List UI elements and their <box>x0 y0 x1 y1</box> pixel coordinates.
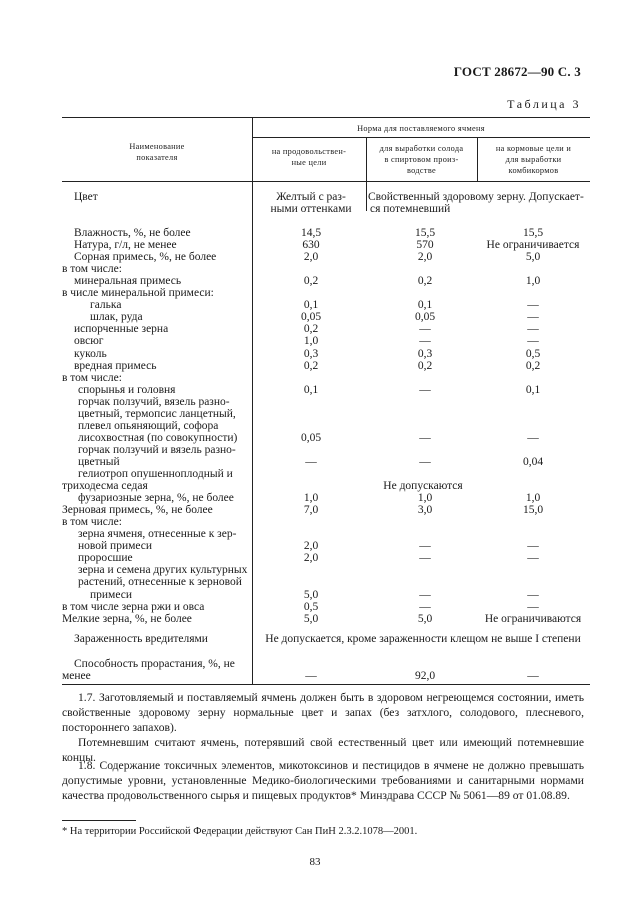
body-divider-1 <box>252 181 253 684</box>
col2-header-line: водстве <box>407 166 436 175</box>
col2-value: — <box>419 431 431 444</box>
col2-header-line: в спиртовом произ- <box>384 155 459 164</box>
col2-value: 2,0 <box>417 251 433 264</box>
col1-value: 7,0 <box>303 504 319 517</box>
col2-value: 3,0 <box>417 504 433 517</box>
row-name: Влажность, %, не более <box>74 227 191 239</box>
body-divider-2 <box>366 181 367 211</box>
row-name: овсюг <box>74 335 104 348</box>
col-name-header <box>62 141 252 163</box>
col-name-header-line: показателя <box>136 153 178 162</box>
row-name: лисохвостная (по совокупности) <box>78 431 238 444</box>
paragraph-text: Потемневшим считают ячмень, потерявший свой естественный цвет или имеющий потемневшие концы. <box>62 736 584 764</box>
col1-value: 5,0 <box>303 588 319 601</box>
row-name: минеральная примесь <box>74 275 182 288</box>
col2-header-line: для выработки солода <box>379 144 464 153</box>
col1-value: 5,0 <box>303 612 319 625</box>
group-header-text: Норма для поставляемого ячменя <box>357 124 485 133</box>
row-name: горчак ползучий и вязель разно- <box>78 443 236 456</box>
col1-value: 0,1 <box>303 299 319 312</box>
row-name: галька <box>90 299 122 312</box>
col1-value: 14,5 <box>300 227 322 239</box>
col2-value: — <box>419 600 431 613</box>
paragraph-1-7 <box>62 690 584 735</box>
doc-code: ГОСТ 28672—90 С. 3 <box>453 64 581 79</box>
col1-value: 630 <box>302 239 320 252</box>
col1-value: 1,0 <box>303 335 319 348</box>
row-name: цветный, термопсис ланцетный, <box>78 407 236 420</box>
row-name: в том числе: <box>62 371 122 384</box>
paragraph-text: 1.8. Содержание токсичных элементов, микотоксинов и пестицидов в ячмене не должно превышать допустимые уровни, установленные Медико-биологическими требованиями и санитарными нормами качества продовольственного сырья и пищевых продуктов* Минздрава СССР № 5061—89 от 01.08.89. <box>62 759 584 802</box>
col1-value: 0,2 <box>303 323 319 336</box>
col3-value: — <box>527 540 539 553</box>
col3-header <box>477 143 590 176</box>
color-col1-line: ными оттенками <box>270 203 352 215</box>
row-name: Сорная примесь, %, не более <box>74 251 217 264</box>
col2-value: 0,3 <box>417 347 433 360</box>
col1-value: — <box>305 455 317 468</box>
row-name: вредная примесь <box>74 359 157 372</box>
row-name: куколь <box>74 347 107 360</box>
table-caption: Таблица 3 <box>507 97 581 111</box>
col2-value: — <box>419 552 431 565</box>
row-span-value: Не допускается, кроме зараженности клещом не выше I степени <box>265 633 581 645</box>
col1-value: 2,0 <box>303 552 319 565</box>
col3-value: 0,2 <box>525 359 541 372</box>
col1-header-line: на продовольствен- <box>271 147 347 156</box>
row-name: зерна ячменя, отнесенные к зер- <box>78 528 237 541</box>
row-name: растений, отнесенные к зерновой <box>78 576 242 589</box>
col2-value: 0,1 <box>417 299 433 312</box>
row-name: менее <box>62 670 91 682</box>
row-name: Зараженность вредителями <box>74 633 208 645</box>
row-name: Способность прорастания, %, не <box>74 658 235 670</box>
col3-header-line: на кормовые цели и <box>495 144 572 153</box>
col3-value: 0,5 <box>525 347 541 360</box>
col1-value: 2,0 <box>303 251 319 264</box>
row-name: примеси <box>90 588 132 601</box>
col3-value: 1,0 <box>525 275 541 288</box>
row-name: зерна и семена других культурных <box>78 564 248 577</box>
col3-value: Не ограничиваются <box>484 612 582 625</box>
col1-header <box>252 146 366 168</box>
paragraph-1-8 <box>62 758 584 803</box>
row-span-value: Не допускаются <box>383 480 463 493</box>
col3-value: — <box>527 335 539 348</box>
col3-value: 1,0 <box>525 492 541 505</box>
row-name: шлак, руда <box>90 311 143 324</box>
col3-value: — <box>527 431 539 444</box>
col2-value: — <box>419 323 431 336</box>
col1-value: 0,2 <box>303 275 319 288</box>
row-name: в числе минеральной примеси: <box>62 287 214 300</box>
page-number: 83 <box>309 856 321 868</box>
col2-value: 92,0 <box>414 670 436 682</box>
col2-value: 0,2 <box>417 275 433 288</box>
col2-value: — <box>419 588 431 601</box>
table-top-rule <box>62 117 590 118</box>
col1-value: 0,1 <box>303 383 319 396</box>
col2-value: 0,05 <box>414 311 436 324</box>
row-name: фузариозные зерна, %, не более <box>78 492 234 505</box>
col2-value: 0,2 <box>417 359 433 372</box>
row-name: проросшие <box>78 552 133 565</box>
row-name: Цвет <box>74 191 98 203</box>
row-name: спорынья и головня <box>78 383 176 396</box>
row-name: гелиотроп опушенноплодный и <box>78 468 233 480</box>
paragraph-text: 1.7. Заготовляемый и поставляемый ячмень должен быть в здоровом негреющемся состоянии, иметь свойственные здоровому зерну нормальные цвет и запах (без затхлого, солодового, плесневого, постороннего запахов). <box>62 691 584 734</box>
col1-header-line: ные цели <box>291 158 327 167</box>
col3-value: — <box>527 552 539 565</box>
row-name: цветный <box>78 455 120 468</box>
col2-value: 15,5 <box>414 227 436 239</box>
col1-value: 0,05 <box>300 311 322 324</box>
col3-header-line: комбикормов <box>508 166 559 175</box>
color-col23 <box>368 191 590 215</box>
col1-value: 0,2 <box>303 359 319 372</box>
col-name-header-line: Наименование <box>129 142 185 151</box>
footnote: * На территории Российской Федерации действуют Сан ПиН 2.3.2.1078—2001. <box>62 826 418 837</box>
col1-value: 1,0 <box>303 492 319 505</box>
footnote-rule <box>62 820 136 821</box>
row-name: плевел опьяняющий, софора <box>78 419 219 432</box>
row-name: Мелкие зерна, %, не более <box>62 612 192 625</box>
col2-header <box>366 143 477 176</box>
table-bottom-rule <box>62 684 590 685</box>
col2-value: — <box>419 383 431 396</box>
col3-value: — <box>527 323 539 336</box>
group-header-rule <box>252 137 590 138</box>
col3-value: — <box>527 600 539 613</box>
col3-value: — <box>527 588 539 601</box>
row-name: в том числе: <box>62 263 122 276</box>
group-header <box>252 123 590 134</box>
col1-value: — <box>305 670 317 682</box>
col3-header-line: для выработки <box>505 155 562 164</box>
col2-value: — <box>419 455 431 468</box>
col3-value: 15,5 <box>522 227 544 239</box>
col3-value: — <box>527 311 539 324</box>
color-col1-line: Желтый с раз- <box>276 191 346 203</box>
col2-value: 1,0 <box>417 492 433 505</box>
col3-value: Не ограничивается <box>486 239 580 252</box>
col2-value: — <box>419 540 431 553</box>
color-col1 <box>256 191 366 215</box>
col2-value: 570 <box>416 239 434 252</box>
col1-value: 0,3 <box>303 347 319 360</box>
col3-value: — <box>527 670 539 682</box>
row-name: Натура, г/л, не менее <box>74 239 177 252</box>
row-name: в том числе зерна ржи и овса <box>62 600 205 613</box>
row-name: в том числе: <box>62 516 122 529</box>
col3-value: 5,0 <box>525 251 541 264</box>
col1-value: 0,5 <box>303 600 319 613</box>
row-name: Зерновая примесь, %, не более <box>62 504 213 517</box>
col3-value: 15,0 <box>522 504 544 517</box>
col2-value: — <box>419 335 431 348</box>
color-col23-line: ся потемневший <box>370 203 451 215</box>
row-name: триходесма седая <box>62 480 148 493</box>
col2-value: 5,0 <box>417 612 433 625</box>
header-bottom-rule <box>62 181 590 182</box>
row-name: испорченные зерна <box>74 323 169 336</box>
col3-value: 0,04 <box>522 455 544 468</box>
col1-value: 0,05 <box>300 431 322 444</box>
col3-value: — <box>527 299 539 312</box>
col1-value: 2,0 <box>303 540 319 553</box>
row-name: новой примеси <box>78 540 153 553</box>
color-col23-line: Свойственный здоровому зерну. Допускает- <box>368 191 584 203</box>
col3-value: 0,1 <box>525 383 541 396</box>
row-name: горчак ползучий, вязель разно- <box>78 395 230 408</box>
